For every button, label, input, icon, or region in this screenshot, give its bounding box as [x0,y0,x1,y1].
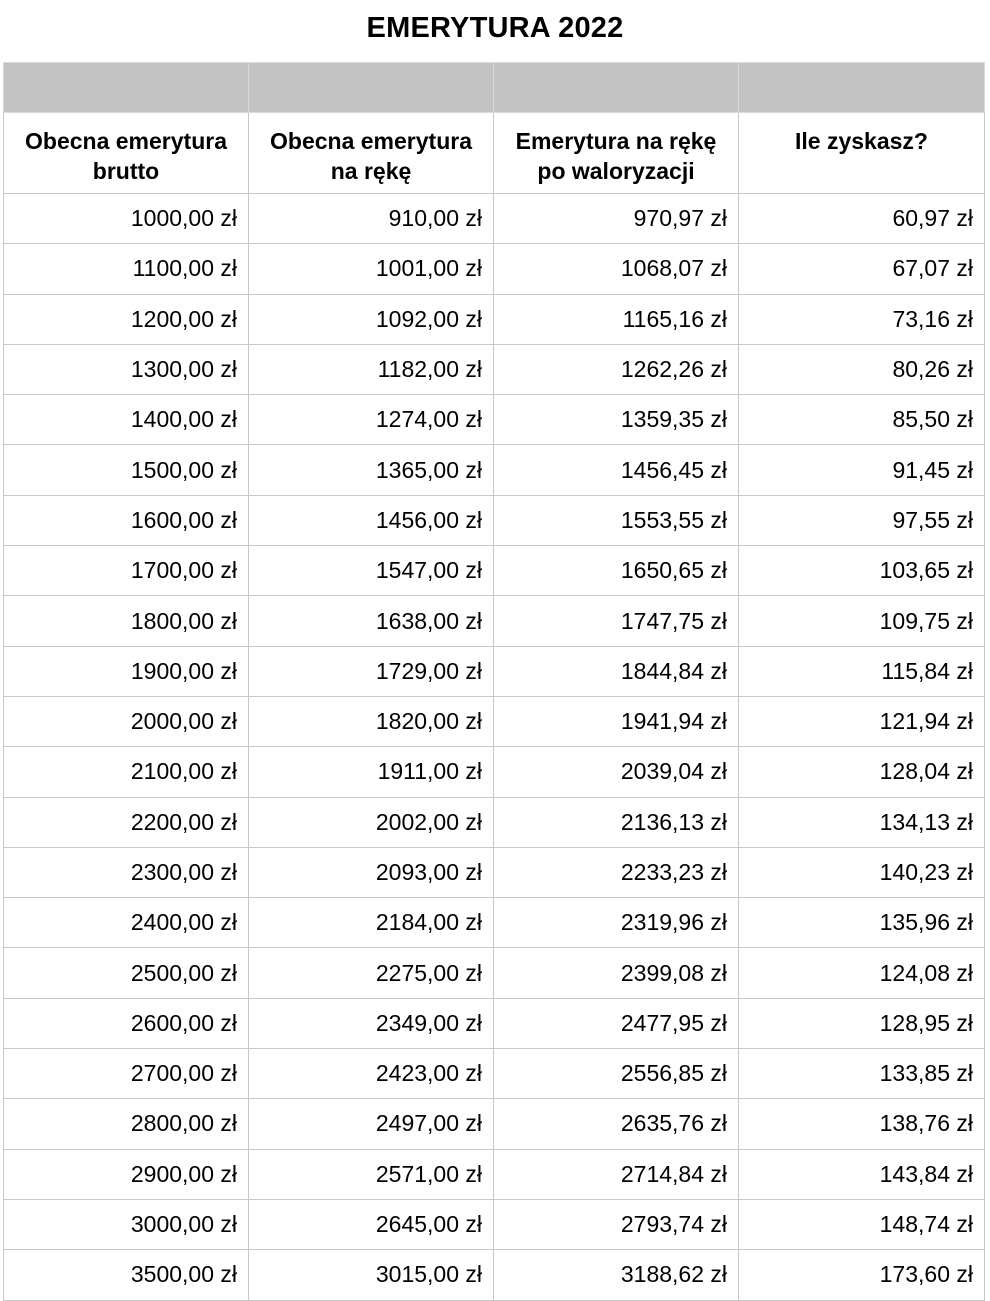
table-row [4,646,985,696]
cell-net-pension: 1820,00 zł [249,696,494,746]
cell-gain: 97,55 zł [739,495,985,545]
cell-net-after-indexation: 2714,84 zł [494,1149,739,1199]
cell-gross-pension: 2400,00 zł [4,898,249,948]
cell-net-after-indexation: 2399,08 zł [494,948,739,998]
cell-gross-pension: 1400,00 zł [4,395,249,445]
cell-gain: 124,08 zł [739,948,985,998]
header-band-row [4,63,985,113]
cell-gross-pension: 1300,00 zł [4,344,249,394]
cell-gain: 80,26 zł [739,344,985,394]
cell-net-after-indexation: 2039,04 zł [494,747,739,797]
cell-gain: 103,65 zł [739,546,985,596]
cell-net-after-indexation: 1262,26 zł [494,344,739,394]
cell-gain: 133,85 zł [739,1049,985,1099]
cell-net-pension: 1456,00 zł [249,495,494,545]
cell-gross-pension: 1900,00 zł [4,646,249,696]
cell-gross-pension: 1200,00 zł [4,294,249,344]
table-row [4,194,985,244]
cell-net-pension: 1001,00 zł [249,244,494,294]
cell-net-after-indexation: 1359,35 zł [494,395,739,445]
cell-gross-pension: 2100,00 zł [4,747,249,797]
header-band-cell [249,63,494,113]
cell-net-pension: 1729,00 zł [249,646,494,696]
table-row [4,1049,985,1099]
column-header-line: Ile zyskasz? [795,128,928,154]
column-header-line: Emerytura na rękę [515,128,717,154]
column-header-line: Obecna emerytura [25,128,227,154]
table-row [4,948,985,998]
cell-net-after-indexation: 1068,07 zł [494,244,739,294]
cell-gross-pension: 1800,00 zł [4,596,249,646]
cell-net-pension: 1547,00 zł [249,546,494,596]
table-row [4,847,985,897]
cell-gain: 128,95 zł [739,998,985,1048]
cell-gross-pension: 2800,00 zł [4,1099,249,1149]
cell-net-after-indexation: 1941,94 zł [494,696,739,746]
cell-gross-pension: 3500,00 zł [4,1250,249,1300]
cell-gain: 73,16 zł [739,294,985,344]
table-row [4,395,985,445]
cell-gross-pension: 1600,00 zł [4,495,249,545]
cell-net-pension: 1638,00 zł [249,596,494,646]
cell-gain: 67,07 zł [739,244,985,294]
header-band-cell [4,63,249,113]
table-row [4,797,985,847]
cell-net-pension: 1274,00 zł [249,395,494,445]
cell-net-pension: 3015,00 zł [249,1250,494,1300]
cell-net-after-indexation: 1456,45 zł [494,445,739,495]
table-row [4,898,985,948]
cell-gain: 60,97 zł [739,194,985,244]
cell-gross-pension: 2900,00 zł [4,1149,249,1199]
cell-gross-pension: 2200,00 zł [4,797,249,847]
table-row [4,546,985,596]
table-row [4,696,985,746]
table-row [4,998,985,1048]
cell-gain: 148,74 zł [739,1199,985,1249]
cell-gain: 140,23 zł [739,847,985,897]
cell-net-pension: 1182,00 zł [249,344,494,394]
cell-gross-pension: 2000,00 zł [4,696,249,746]
cell-gross-pension: 3000,00 zł [4,1199,249,1249]
cell-net-after-indexation: 2319,96 zł [494,898,739,948]
table-row [4,1250,985,1300]
column-header-gain [739,113,985,194]
table-row [4,344,985,394]
table-row [4,445,985,495]
table-row [4,1099,985,1149]
cell-net-after-indexation: 970,97 zł [494,194,739,244]
cell-gain: 121,94 zł [739,696,985,746]
column-header-line: brutto [92,158,160,184]
cell-net-after-indexation: 1165,16 zł [494,294,739,344]
cell-gross-pension: 2500,00 zł [4,948,249,998]
table-row [4,747,985,797]
column-header-net-pension [249,113,494,194]
column-header-line: na rękę [330,158,412,184]
cell-net-pension: 2275,00 zł [249,948,494,998]
cell-net-pension: 2571,00 zł [249,1149,494,1199]
cell-net-after-indexation: 1553,55 zł [494,495,739,545]
cell-gross-pension: 1100,00 zł [4,244,249,294]
cell-gain: 128,04 zł [739,747,985,797]
table-row [4,495,985,545]
cell-gain: 109,75 zł [739,596,985,646]
cell-gross-pension: 2600,00 zł [4,998,249,1048]
cell-net-pension: 2423,00 zł [249,1049,494,1099]
cell-gain: 135,96 zł [739,898,985,948]
cell-gross-pension: 1000,00 zł [4,194,249,244]
table-row [4,294,985,344]
cell-gain: 85,50 zł [739,395,985,445]
table-row [4,596,985,646]
cell-net-pension: 2349,00 zł [249,998,494,1048]
cell-gain: 134,13 zł [739,797,985,847]
cell-net-after-indexation: 2233,23 zł [494,847,739,897]
cell-net-pension: 1911,00 zł [249,747,494,797]
column-header-line: Obecna emerytura [270,128,472,154]
cell-gross-pension: 2700,00 zł [4,1049,249,1099]
column-header-gross-pension [4,113,249,194]
cell-net-after-indexation: 1650,65 zł [494,546,739,596]
cell-net-after-indexation: 2477,95 zł [494,998,739,1048]
cell-net-pension: 1092,00 zł [249,294,494,344]
cell-gain: 115,84 zł [739,646,985,696]
table-row [4,244,985,294]
page-title: EMERYTURA 2022 [366,12,624,44]
table-row [4,1149,985,1199]
cell-net-after-indexation: 2635,76 zł [494,1099,739,1149]
cell-gain: 143,84 zł [739,1149,985,1199]
cell-gain: 138,76 zł [739,1099,985,1149]
cell-gain: 173,60 zł [739,1250,985,1300]
cell-gross-pension: 1700,00 zł [4,546,249,596]
cell-net-after-indexation: 3188,62 zł [494,1250,739,1300]
cell-net-pension: 2184,00 zł [249,898,494,948]
column-header-row [4,113,985,194]
cell-net-pension: 2093,00 zł [249,847,494,897]
cell-net-pension: 910,00 zł [249,194,494,244]
cell-net-pension: 1365,00 zł [249,445,494,495]
pension-table [3,62,985,1301]
cell-net-after-indexation: 2136,13 zł [494,797,739,847]
header-band-cell [494,63,739,113]
column-header-net-after-indexation [494,113,739,194]
cell-net-pension: 2002,00 zł [249,797,494,847]
cell-net-after-indexation: 1844,84 zł [494,646,739,696]
cell-net-pension: 2497,00 zł [249,1099,494,1149]
cell-net-after-indexation: 1747,75 zł [494,596,739,646]
cell-gross-pension: 1500,00 zł [4,445,249,495]
table-row [4,1199,985,1249]
cell-net-after-indexation: 2556,85 zł [494,1049,739,1099]
cell-gain: 91,45 zł [739,445,985,495]
column-header-line: po waloryzacji [537,158,695,184]
cell-gross-pension: 2300,00 zł [4,847,249,897]
cell-net-pension: 2645,00 zł [249,1199,494,1249]
header-band-cell [739,63,985,113]
cell-net-after-indexation: 2793,74 zł [494,1199,739,1249]
